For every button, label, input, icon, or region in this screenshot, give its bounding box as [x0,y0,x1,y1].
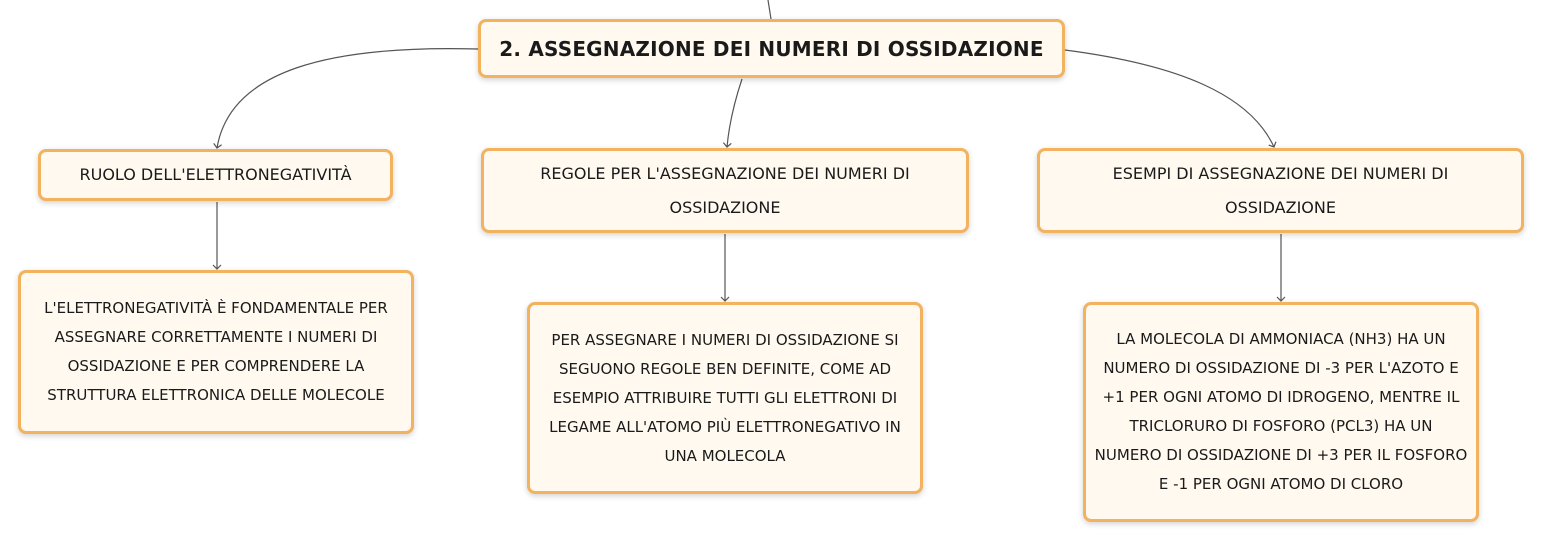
root-topic-node[interactable] [478,19,1065,78]
detail-text: PER ASSEGNARE I NUMERI DI OSSIDAZIONE SI SEGUONO REGOLE BEN DEFINITE, COME AD ESEMPIO ATTRIBUIRE TUTTI GLI ELETTRONI DI LEGAME ALL'ATOMO PIÙ ELETTRONEGATIVO IN UNA MOLECOLA [549,330,901,465]
branch-label: RUOLO DELL'ELETTRONEGATIVITÀ [79,165,352,184]
parent-connector [768,0,771,19]
branch-node-ruolo-elettronegativita[interactable] [38,149,393,201]
detail-text: LA MOLECOLA DI AMMONIACA (NH3) HA UN NUMERO DI OSSIDAZIONE DI -3 PER L'AZOTO E +1 PER OGNI ATOMO DI IDROGENO, MENTRE IL TRICLORURO DI FOSFORO (PCL3) HA UN NUMERO DI OSSIDAZIONE DI +3 PER IL FOSFORO E -1 PER OGNI ATOMO DI CLORO [1094,330,1468,493]
branch-node-esempi-assegnazione[interactable] [1037,148,1524,233]
connector-root-to-esempi [1065,50,1274,147]
connector-root-to-ruolo [217,49,478,148]
root-topic-label: 2. ASSEGNAZIONE DEI NUMERI DI OSSIDAZIONE [499,36,1044,61]
connector-root-to-regole [727,79,742,147]
branch-label: ESEMPI DI ASSEGNAZIONE DEI NUMERI DI OSSIDAZIONE [1112,163,1449,217]
detail-node-elettronegativita[interactable] [18,270,414,434]
detail-node-esempi[interactable] [1083,302,1479,522]
detail-node-regole[interactable] [527,302,923,494]
branch-label: REGOLE PER L'ASSEGNAZIONE DEI NUMERI DI OSSIDAZIONE [540,163,910,217]
branch-node-regole-assegnazione[interactable] [481,148,969,233]
detail-text: L'ELETTRONEGATIVITÀ È FONDAMENTALE PER ASSEGNARE CORRETTAMENTE I NUMERI DI OSSIDAZIONE E PER COMPRENDERE LA STRUTTURA ELETTRONICA DELLE MOLECOLE [44,299,388,404]
